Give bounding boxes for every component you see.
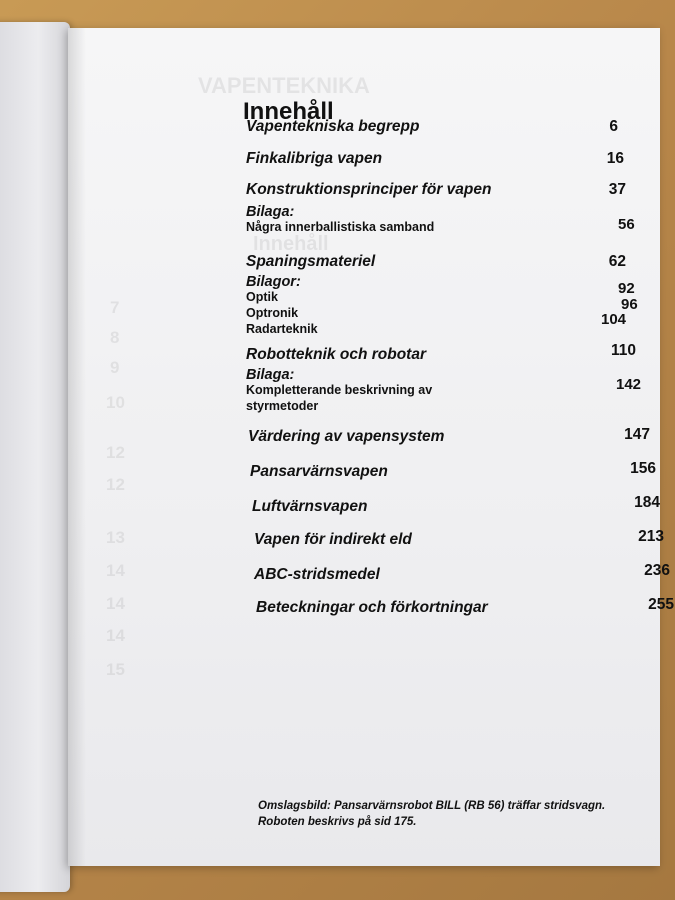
show-through-ghost: VAPENTEKNIKA (198, 73, 370, 98)
toc-entry-page: 156 (630, 460, 656, 477)
show-through-ghost: 10 (106, 393, 125, 412)
show-through-ghost: 8 (110, 328, 120, 347)
appendix-item-page: 92 (618, 280, 635, 297)
appendix-item: Optik (246, 290, 278, 304)
toc-entry-page: 62 (608, 253, 626, 270)
toc-entry-page: 236 (644, 562, 670, 579)
appendix-heading: Bilaga: (246, 367, 295, 383)
toc-entry-label: Finkalibriga vapen (246, 150, 383, 167)
toc-entry-label: Luftvärnsvapen (252, 498, 368, 515)
appendix-item: styrmetoder (246, 399, 319, 413)
caption-line: Roboten beskrivs på sid 175. (258, 816, 417, 828)
toc-entry-label: Värdering av vapensystem (248, 428, 445, 445)
toc-entry-label: Konstruktionsprinciper för vapen (246, 181, 492, 198)
show-through-ghost: 14 (106, 626, 125, 645)
toc-entry (246, 118, 656, 136)
show-through-ghost: 13 (106, 528, 125, 547)
show-through-ghost: 12 (106, 443, 125, 462)
toc-entry-page: 184 (634, 494, 660, 511)
page-title: Innehåll (243, 98, 334, 125)
toc-entry-label: Pansarvärnsvapen (250, 463, 388, 480)
toc-entry-label: Spaningsmateriel (246, 253, 376, 270)
appendix-item-page: 104 (601, 311, 627, 328)
cover-caption (258, 798, 658, 830)
toc-entry (246, 150, 656, 168)
appendix-item-page: 142 (616, 376, 642, 393)
show-through-ghost: 7 (110, 298, 120, 317)
appendix-item: Radarteknik (246, 322, 318, 336)
toc-entry-page: 213 (638, 528, 664, 545)
toc-entry-page: 110 (610, 342, 636, 359)
show-through-ghost: 14 (106, 561, 125, 580)
toc-entry (250, 460, 660, 481)
appendix-item: Kompletterande beskrivning av (246, 383, 433, 397)
toc-entry (254, 528, 664, 549)
appendix-heading: Bilagor: (246, 274, 301, 290)
appendix-item-page: 96 (621, 296, 638, 313)
toc-entry-label: Vapentekniska begrepp (246, 118, 420, 135)
toc-entry-page: 37 (608, 181, 626, 198)
toc-entry (256, 596, 674, 617)
toc-entry (252, 494, 662, 516)
toc-entry (246, 181, 656, 199)
appendix-item: Optronik (246, 306, 299, 320)
toc-entry-page: 147 (624, 426, 650, 443)
appendix-item-page: 56 (618, 216, 635, 233)
toc-entry (246, 253, 656, 271)
toc-entry-label: Beteckningar och förkortningar (256, 599, 488, 616)
show-through-ghost: 14 (106, 594, 125, 613)
toc-entry-label: Robotteknik och robotar (246, 346, 426, 363)
toc-entry-label: Vapen för indirekt eld (254, 531, 412, 548)
toc-entry-page: 16 (606, 150, 624, 167)
toc-entry (246, 342, 656, 364)
book-page (68, 28, 674, 866)
toc-entry (254, 562, 670, 584)
left-page (0, 22, 70, 892)
show-through-ghost: 9 (110, 358, 120, 377)
appendix-item: Några innerballistiska samband (246, 220, 435, 234)
caption-line: Omslagsbild: Pansarvärnsrobot BILL (RB 56) träffar stridsvagn. (258, 800, 606, 812)
toc-entry-page: 6 (609, 118, 618, 135)
page-fold-shadow (68, 28, 86, 866)
show-through-ghost: 15 (106, 660, 125, 679)
toc-entry-label: ABC-stridsmedel (254, 566, 380, 583)
show-through-ghost: 12 (106, 475, 125, 494)
show-through-ghost: Innehåll (253, 233, 329, 255)
appendix-heading: Bilaga: (246, 204, 295, 220)
toc-entry (248, 428, 658, 446)
toc-entry-page: 255 (648, 596, 674, 613)
